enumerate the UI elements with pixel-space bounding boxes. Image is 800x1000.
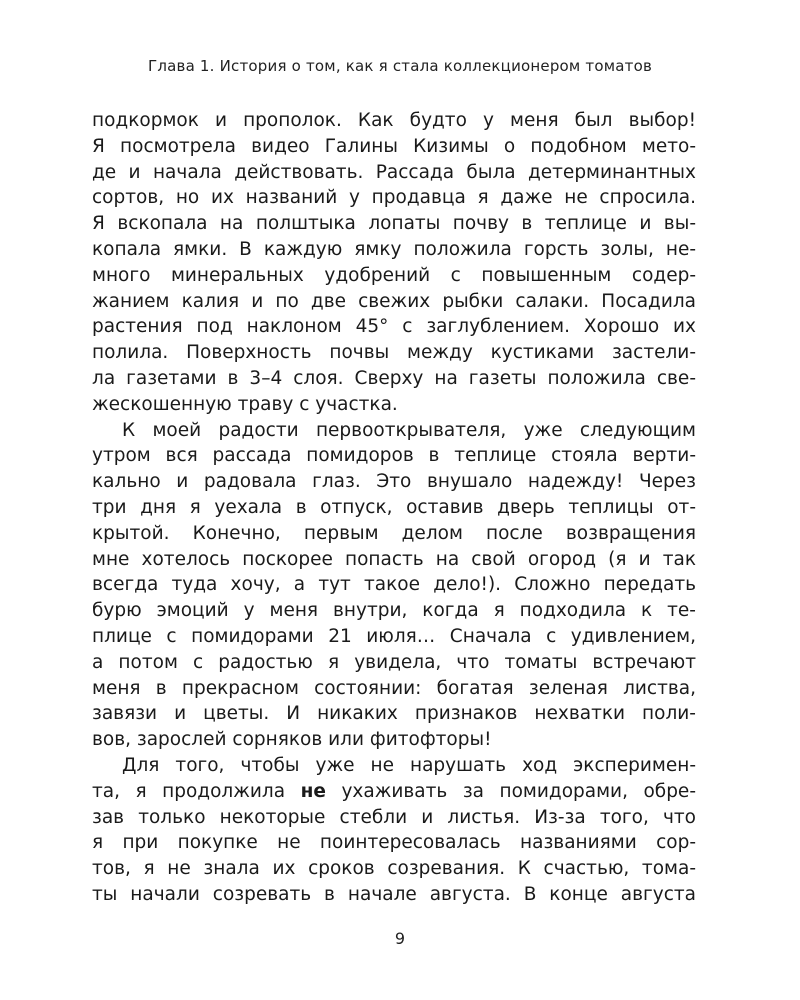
page-number: 9 xyxy=(394,929,406,948)
text-line: ты начали созревать в начале августа. В конце августа xyxy=(92,883,696,905)
text-line: тов, я не знала их сроков созревания. К счастью, тома- xyxy=(92,858,696,880)
text-line: три дня я уехала в отпуск, оставив дверь теплицы от- xyxy=(92,496,696,518)
text-line: меня в прекрасном состоянии: богатая зеленая листва, xyxy=(92,677,696,699)
text-line: жанием калия и по две свежих рыбки салаки. Посадила xyxy=(92,290,696,312)
text-line: подкормок и прополок. Как будто у меня был выбор! xyxy=(92,110,696,131)
text-line: всегда туда хочу, а тут такое дело!). Сложно передать xyxy=(92,574,696,596)
paragraph xyxy=(92,753,696,908)
text-line: плице с помидорами 21 июля… Сначала с удивлением, xyxy=(92,625,696,647)
text-line: крытой. Конечно, первым делом после возвращения xyxy=(92,522,696,544)
text-line: а потом с радостью я увидела, что томаты встречают xyxy=(92,651,696,673)
paragraph xyxy=(92,418,696,753)
text-line: много минеральных удобрений с повышенным содер- xyxy=(92,264,696,286)
text-line: полила. Поверхность почвы между кустиками застели- xyxy=(92,342,696,364)
text-line: утром вся рассада помидоров в теплице стояла верти- xyxy=(92,445,696,467)
text-line: жескошенную траву с участка. xyxy=(92,393,398,415)
text-line: сортов, но их названий у продавца я даже не спросила. xyxy=(92,187,696,209)
text-line: вов, зарослей сорняков или фитофторы! xyxy=(92,729,492,751)
text-line: я при покупке не поинтересовалась названиями сор- xyxy=(92,832,696,854)
text-line: Для того, чтобы уже не нарушать ход эксперимен- xyxy=(122,754,696,776)
text-line: завязи и цветы. И никаких признаков нехватки поли- xyxy=(92,703,696,725)
running-head: Глава 1. История о том, как я стала коллекционером томатов xyxy=(148,57,652,75)
text-line: растения под наклоном 45° с заглублением. Хорошо их xyxy=(92,316,696,338)
body-text xyxy=(92,108,696,908)
emphasis-word: не xyxy=(300,780,326,802)
text-line: та, я продолжила не ухаживать за помидорами, обре- xyxy=(92,780,696,802)
text-line: мне хотелось поскорее попасть на свой огород (я и так xyxy=(92,548,696,570)
text-line: Я посмотрела видео Галины Кизимы о подобном мето- xyxy=(92,135,696,157)
text-line: копала ямки. В каждую ямку положила горсть золы, не- xyxy=(92,238,696,260)
text-line: зав только некоторые стебли и листья. Из-за того, что xyxy=(92,806,696,828)
text-line: де и начала действовать. Рассада была детерминантных xyxy=(92,161,696,183)
text-line: бурю эмоций у меня внутри, когда я подходила к те- xyxy=(92,600,696,622)
text-line: Я вскопала на полштыка лопаты почву в теплице и вы- xyxy=(92,213,696,235)
paragraph xyxy=(92,108,696,418)
text-line: К моей радости первооткрывателя, уже следующим xyxy=(122,419,696,441)
text-line: ла газетами в 3–4 слоя. Сверху на газеты положила све- xyxy=(92,367,696,389)
text-line: кально и радовала глаз. Это внушало надежду! Через xyxy=(92,471,696,493)
